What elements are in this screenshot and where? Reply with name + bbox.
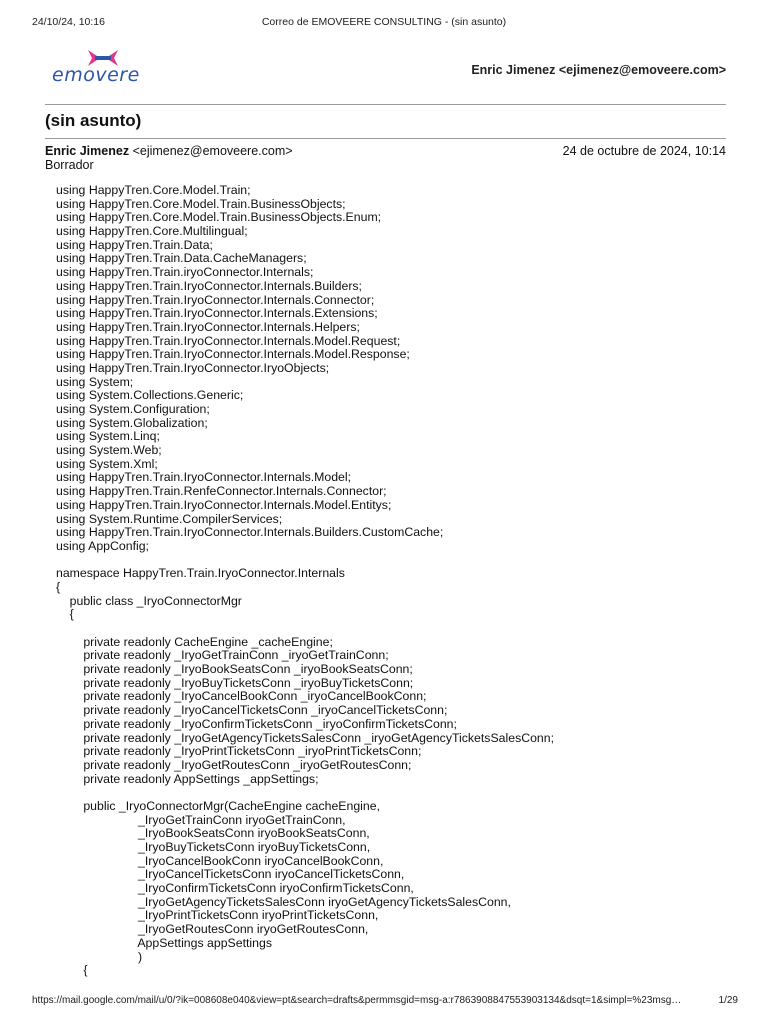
body-line: using HappyTren.Train.IryoConnector.Internals.Model.Response; <box>56 347 410 362</box>
body-line: _IryoPrintTicketsConn iryoPrintTicketsConn, <box>56 908 379 923</box>
message-sender <box>45 144 293 158</box>
body-line: using System; <box>56 374 134 389</box>
body-line: using System.Linq; <box>56 429 160 444</box>
body-line: using HappyTren.Train.IryoConnector.IryoObjects; <box>56 360 330 375</box>
header-divider <box>45 104 726 105</box>
body-line: private readonly _IryoGetRoutesConn _iryoGetRoutesConn; <box>56 757 412 772</box>
body-line <box>56 622 736 636</box>
body-line: private readonly _IryoCancelTicketsConn _iryoCancelTicketsConn; <box>56 703 448 718</box>
logo-wordmark: emovere <box>52 64 140 86</box>
body-line: public _IryoConnectorMgr(CacheEngine cacheEngine, <box>56 798 380 813</box>
body-line: private readonly _IryoCancelBookConn _iryoCancelBookConn; <box>56 689 427 704</box>
message-subject: (sin asunto) <box>45 111 142 130</box>
body-line: using System.Configuration; <box>56 402 210 416</box>
body-line: using HappyTren.Train.IryoConnector.Internals.Helpers; <box>56 319 360 334</box>
body-line: public class _IryoConnectorMgr <box>56 593 242 608</box>
body-line: private readonly AppSettings _appSettings; <box>56 771 319 786</box>
company-logo <box>48 46 168 92</box>
body-line: using AppConfig; <box>56 538 149 553</box>
print-datetime: 24/10/24, 10:16 <box>32 16 105 28</box>
body-line: { <box>56 963 88 978</box>
body-line: using HappyTren.Train.IryoConnector.Internals.Extensions; <box>56 306 378 321</box>
body-line: _IryoGetTrainConn iryoGetTrainConn, <box>56 812 346 827</box>
print-title: Correo de EMOVEERE CONSULTING - (sin asunto) <box>261 16 507 28</box>
sender-email: <ejimenez@emoveere.com> <box>132 144 293 158</box>
body-line: AppSettings appSettings <box>56 935 272 950</box>
body-line: using HappyTren.Train.Data; <box>56 237 213 252</box>
body-line: using HappyTren.Core.Model.Train.BusinessObjects; <box>56 196 346 211</box>
body-line: _IryoGetRoutesConn iryoGetRoutesConn, <box>56 922 369 937</box>
body-line: { <box>56 607 74 622</box>
body-line: using HappyTren.Core.Model.Train; <box>56 183 251 197</box>
body-line: using System.Globalization; <box>56 415 208 430</box>
print-header <box>32 16 736 30</box>
body-line: using HappyTren.Core.Model.Train.BusinessObjects.Enum; <box>56 210 382 225</box>
subject-divider <box>45 138 726 139</box>
body-line: using System.Runtime.CompilerServices; <box>56 511 283 526</box>
body-line: using System.Xml; <box>56 456 158 471</box>
body-line: private readonly _IryoConfirmTicketsConn _iryoConfirmTicketsConn; <box>56 716 457 731</box>
body-line: private readonly _IryoBuyTicketsConn _iryoBuyTicketsConn; <box>56 675 414 690</box>
body-line: private readonly _IryoPrintTicketsConn _iryoPrintTicketsConn; <box>56 744 422 759</box>
body-line: using HappyTren.Core.Multilingual; <box>56 224 248 239</box>
body-line: using HappyTren.Train.IryoConnector.Internals.Model; <box>56 470 352 485</box>
body-line: using HappyTren.Train.RenfeConnector.Internals.Connector; <box>56 484 387 499</box>
body-line <box>56 786 736 800</box>
body-line <box>56 554 736 568</box>
body-line: namespace HappyTren.Train.IryoConnector.Internals <box>56 566 345 581</box>
body-line: _IryoCancelTicketsConn iryoCancelTicketsConn, <box>56 867 405 882</box>
body-line: using HappyTren.Train.IryoConnector.Internals.Builders.CustomCache; <box>56 525 444 540</box>
body-line: _IryoBuyTicketsConn iryoBuyTicketsConn, <box>56 840 371 854</box>
body-line: using HappyTren.Train.IryoConnector.Internals.Model.Entitys; <box>56 497 392 512</box>
print-footer <box>32 995 738 1009</box>
body-line: using HappyTren.Train.IryoConnector.Internals.Connector; <box>56 292 375 307</box>
print-url: https://mail.google.com/mail/u/0/?ik=008608e040&view=pt&search=drafts&permmsgid=msg-a:r7863908847553903134&dsqt=1&simpl=%23msg… <box>32 995 682 1006</box>
body-line: ) <box>56 949 143 964</box>
message-date: 24 de octubre de 2024, 10:14 <box>562 144 726 158</box>
body-line: using HappyTren.Train.IryoConnector.Internals.Model.Request; <box>56 333 401 348</box>
body-line: using HappyTren.Train.IryoConnector.Internals.Builders; <box>56 278 362 293</box>
sender-name: Enric Jimenez <box>45 144 130 158</box>
body-line: using HappyTren.Train.Data.CacheManagers; <box>56 251 307 266</box>
body-line: private readonly CacheEngine _cacheEngine; <box>56 634 333 649</box>
body-line: using HappyTren.Train.iryoConnector.Internals; <box>56 265 314 280</box>
body-line: private readonly _IryoGetTrainConn _iryoGetTrainConn; <box>56 648 389 663</box>
page-number: 1/29 <box>718 995 738 1006</box>
message-body <box>56 184 736 978</box>
body-line: using System.Collections.Generic; <box>56 388 244 403</box>
body-line: using System.Web; <box>56 443 162 458</box>
body-line: private readonly _IryoGetAgencyTicketsSalesConn _iryoGetAgencyTicketsSalesConn; <box>56 730 555 745</box>
body-line: _IryoCancelBookConn iryoCancelBookConn, <box>56 853 384 868</box>
body-line: private readonly _IryoBookSeatsConn _iryoBookSeatsConn; <box>56 662 413 677</box>
body-line: _IryoGetAgencyTicketsSalesConn iryoGetAgencyTicketsSalesConn, <box>56 894 511 909</box>
draft-label: Borrador <box>45 158 94 172</box>
body-line: _IryoConfirmTicketsConn iryoConfirmTicketsConn, <box>56 881 414 896</box>
body-line: { <box>56 579 61 594</box>
mailbox-owner: Enric Jimenez <ejimenez@emoveere.com> <box>471 63 726 77</box>
body-line: _IryoBookSeatsConn iryoBookSeatsConn, <box>56 826 370 841</box>
